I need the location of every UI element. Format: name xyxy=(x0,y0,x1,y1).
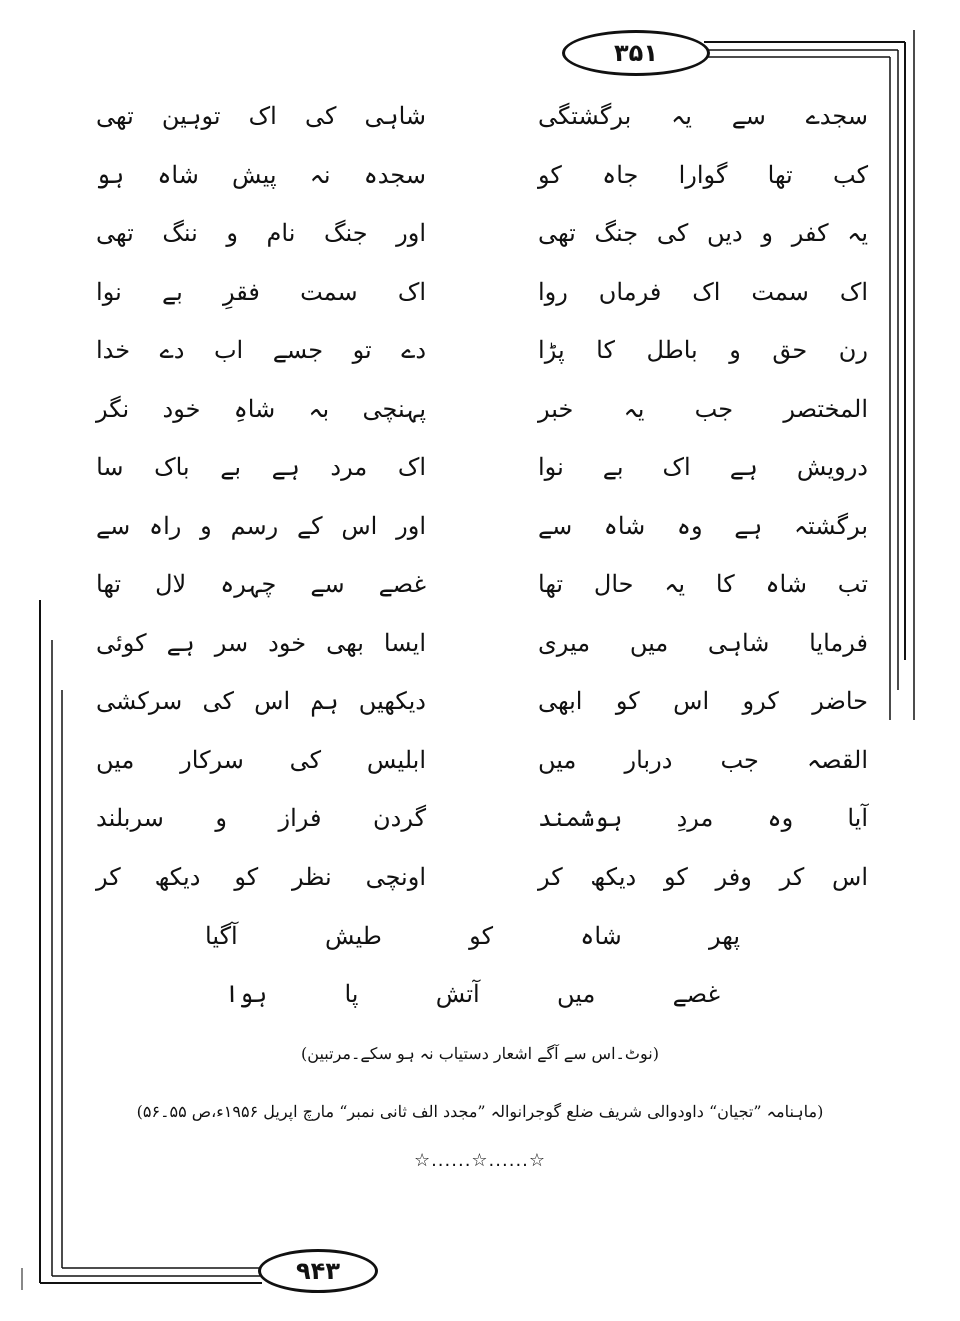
word: فرمایا xyxy=(809,628,868,657)
word: کی xyxy=(289,745,322,774)
word: ہے xyxy=(166,628,195,657)
word: وہ xyxy=(676,511,703,540)
first-misra xyxy=(538,629,868,657)
word: یہ xyxy=(671,102,692,130)
word: باک xyxy=(154,453,190,481)
word: کو xyxy=(538,160,562,189)
word: کو xyxy=(234,862,259,891)
first-misra xyxy=(538,512,868,540)
word: سمت xyxy=(751,277,809,306)
source-citation: (ماہنامہ ”تجیان“ داودوالی شریف ضلع گوجرانوالہ ”مجدد الف ثانی نمبر“ مارچ اپریل ۱۹۵۶ء،ص ۵۵۔۵۶) xyxy=(136,1102,824,1121)
word: سرکشی xyxy=(96,687,183,715)
word: پا xyxy=(344,980,359,1008)
first-misra xyxy=(538,746,868,774)
word: اک xyxy=(397,277,426,306)
word: برگشتہ xyxy=(793,511,868,540)
word: نظر xyxy=(292,862,332,891)
word: خبر xyxy=(538,394,574,423)
word: جنگ xyxy=(323,219,368,247)
word: گوارا xyxy=(678,160,728,189)
word: دیکھ xyxy=(590,862,637,891)
word: ابھی xyxy=(538,687,583,715)
page-number-top xyxy=(562,30,710,76)
word: کا xyxy=(715,570,735,598)
couplet xyxy=(96,512,868,564)
word: القصہ xyxy=(807,745,868,774)
second-misra xyxy=(96,570,426,598)
first-misra xyxy=(538,453,868,481)
word: کی xyxy=(304,102,337,130)
word: بھی xyxy=(326,628,364,657)
word: میری xyxy=(538,628,591,657)
word: ہے xyxy=(729,453,758,481)
final-line xyxy=(225,980,720,1008)
couplet xyxy=(96,746,868,798)
word: مردِ xyxy=(676,804,714,832)
word: سے xyxy=(310,570,345,598)
word: شاہ xyxy=(580,922,622,950)
second-misra xyxy=(96,278,426,306)
word: چہرہ xyxy=(220,570,277,598)
word: خدا xyxy=(96,336,131,364)
first-misra xyxy=(538,863,868,891)
word: ہوشمند xyxy=(538,804,623,832)
word: توہین xyxy=(161,102,221,130)
couplet xyxy=(96,395,868,447)
word: پیش xyxy=(232,160,277,189)
second-misra xyxy=(96,102,426,130)
word: میں xyxy=(538,745,577,774)
first-misra xyxy=(538,336,868,364)
word: بے xyxy=(220,453,241,481)
word: کو xyxy=(615,687,640,715)
word: اس xyxy=(673,687,710,715)
word: اب xyxy=(213,336,244,364)
word: وہ xyxy=(767,804,794,832)
word: کفر xyxy=(791,219,829,247)
word: خود xyxy=(162,394,201,423)
second-misra xyxy=(96,687,426,715)
word: غصے xyxy=(672,980,720,1008)
page-number-top-text: ۳۵۱ xyxy=(614,39,658,67)
word: تھا xyxy=(96,570,122,598)
word: سمت xyxy=(300,277,358,306)
word: المختصر xyxy=(783,394,868,423)
word: شاہ xyxy=(765,570,807,598)
word: و xyxy=(729,336,741,364)
word: غصے xyxy=(378,570,426,598)
word: نوا xyxy=(538,453,564,481)
word: کر xyxy=(779,862,805,891)
word: تھی xyxy=(96,219,134,247)
first-misra xyxy=(538,219,868,247)
word: یہ xyxy=(664,570,686,598)
word: برگشتگی xyxy=(538,102,632,130)
word: میں xyxy=(629,628,669,657)
word: میں xyxy=(556,980,596,1008)
word: اک xyxy=(248,102,277,130)
second-misra xyxy=(96,746,426,774)
word: ہے xyxy=(734,511,763,540)
word: کی xyxy=(656,219,689,247)
word: فقرِ xyxy=(222,277,260,306)
second-misra xyxy=(96,219,426,247)
word: پڑا xyxy=(538,336,565,364)
word: فرماں xyxy=(598,277,662,306)
word: ہوا xyxy=(225,980,268,1008)
couplet xyxy=(96,629,868,681)
word: نوا xyxy=(96,277,122,306)
word: بے xyxy=(162,277,183,306)
first-misra xyxy=(538,804,868,832)
word: راہ xyxy=(149,511,182,540)
word: شاہِ xyxy=(233,394,276,423)
word: نام xyxy=(266,219,296,247)
word: لال xyxy=(155,570,187,598)
second-misra xyxy=(96,863,426,891)
word: و xyxy=(200,511,212,540)
word: و xyxy=(215,804,227,832)
word: تھی xyxy=(96,102,134,130)
word: کے xyxy=(297,511,323,540)
page-number-bottom xyxy=(258,1249,378,1293)
word: روا xyxy=(538,277,568,306)
word: جب xyxy=(694,394,734,423)
word: کو xyxy=(663,862,688,891)
word: دیکھیں xyxy=(358,687,426,715)
word: جب xyxy=(720,745,759,774)
first-misra xyxy=(538,102,868,130)
word: ہے xyxy=(271,453,300,481)
word: دیکھ xyxy=(154,862,201,891)
word: شاہ xyxy=(157,160,199,189)
word: تو xyxy=(352,336,372,364)
word: جاہ xyxy=(602,160,639,189)
word: اک xyxy=(839,277,868,306)
second-misra xyxy=(96,453,426,481)
first-misra xyxy=(538,278,868,306)
word: آیا xyxy=(847,804,868,832)
word: دے xyxy=(401,336,426,364)
word: نگر xyxy=(96,394,130,423)
word: دے xyxy=(159,336,185,364)
couplet xyxy=(96,161,868,213)
word: ہم xyxy=(310,687,339,715)
word: کا xyxy=(596,336,615,364)
couplet xyxy=(96,863,868,915)
word: کوئی xyxy=(96,628,147,657)
word: و xyxy=(226,219,238,247)
couplet xyxy=(96,570,868,622)
word: آتش xyxy=(435,980,480,1008)
word: سے xyxy=(538,511,573,540)
word: فراز xyxy=(278,804,322,832)
word: بہ xyxy=(308,394,330,423)
word: اک xyxy=(662,453,691,481)
word: حاضر xyxy=(812,687,868,715)
word: تھا xyxy=(538,570,564,598)
word: بے xyxy=(602,453,624,481)
word: کی xyxy=(202,687,234,715)
word: کب xyxy=(833,160,868,189)
word: گردن xyxy=(373,804,426,832)
word: اس xyxy=(832,862,868,891)
word: سے xyxy=(96,511,131,540)
word: شاہی xyxy=(707,628,770,657)
word: میں xyxy=(96,745,135,774)
word: درویش xyxy=(796,453,868,481)
word: سا xyxy=(96,453,124,481)
word: نہ xyxy=(309,160,331,189)
word: ایسا xyxy=(383,628,426,657)
word: اونچی xyxy=(365,862,426,891)
word: حق xyxy=(772,336,808,364)
second-misra xyxy=(96,629,426,657)
word: آگیا xyxy=(205,922,238,950)
page-number-bottom-text: ۹۴۳ xyxy=(296,1257,340,1285)
second-misra xyxy=(96,395,426,423)
word: رسم xyxy=(230,511,279,540)
first-misra xyxy=(538,570,868,598)
word: مرد xyxy=(330,453,368,481)
first-misra xyxy=(538,161,868,189)
word: ہو xyxy=(96,160,125,189)
second-misra xyxy=(96,512,426,540)
word: سے xyxy=(731,102,766,130)
word: سجدے xyxy=(805,102,868,130)
word: کو xyxy=(469,922,493,950)
word: سرکار xyxy=(180,745,244,774)
word: جسے xyxy=(272,336,324,364)
couplet xyxy=(96,336,868,388)
word: ابلیس xyxy=(366,745,426,774)
word: تھا xyxy=(767,160,793,189)
word: دیں xyxy=(707,219,743,247)
first-misra xyxy=(538,395,868,423)
word: اور xyxy=(396,511,426,540)
second-misra xyxy=(96,336,426,364)
couplet xyxy=(96,219,868,271)
word: تھی xyxy=(538,219,576,247)
word: ننگ xyxy=(162,219,198,247)
word: دربار xyxy=(624,745,673,774)
couplet xyxy=(96,804,868,856)
word: شاہ xyxy=(603,511,646,540)
word: کر xyxy=(538,862,563,891)
couplet xyxy=(96,453,868,505)
word: یہ xyxy=(623,394,645,423)
word: جنگ xyxy=(594,219,639,247)
word: و xyxy=(761,219,773,247)
word: پہنچی xyxy=(362,394,426,423)
ornament-stars: ☆......☆......☆ xyxy=(413,1150,547,1171)
word: سجدہ xyxy=(363,160,426,189)
final-line xyxy=(205,922,740,950)
word: اور xyxy=(396,219,426,247)
word: رن xyxy=(838,336,868,364)
word: اک xyxy=(397,453,426,481)
word: اس xyxy=(254,687,291,715)
word: شاہی xyxy=(364,102,426,130)
couplet xyxy=(96,278,868,330)
word: باطل xyxy=(646,336,698,364)
word: کر xyxy=(96,862,121,891)
first-misra xyxy=(538,687,868,715)
couplet xyxy=(96,102,868,154)
word: طیش xyxy=(324,922,382,950)
word: سربلند xyxy=(96,804,164,832)
word: کرو xyxy=(742,687,779,715)
second-misra xyxy=(96,804,426,832)
word: وفر xyxy=(715,862,752,891)
couplet xyxy=(96,687,868,739)
word: اک xyxy=(692,277,721,306)
editor-note: (نوٹ۔اس سے آگے اشعار دستیاب نہ ہو سکے۔مرتبین) xyxy=(301,1044,659,1063)
word: اس xyxy=(341,511,378,540)
word: پھر xyxy=(709,922,740,950)
word: خود xyxy=(268,628,307,657)
word: یہ xyxy=(847,219,868,247)
word: تب xyxy=(837,570,868,598)
word: سر xyxy=(214,628,249,657)
word: حال xyxy=(593,570,634,598)
second-misra xyxy=(96,161,426,189)
